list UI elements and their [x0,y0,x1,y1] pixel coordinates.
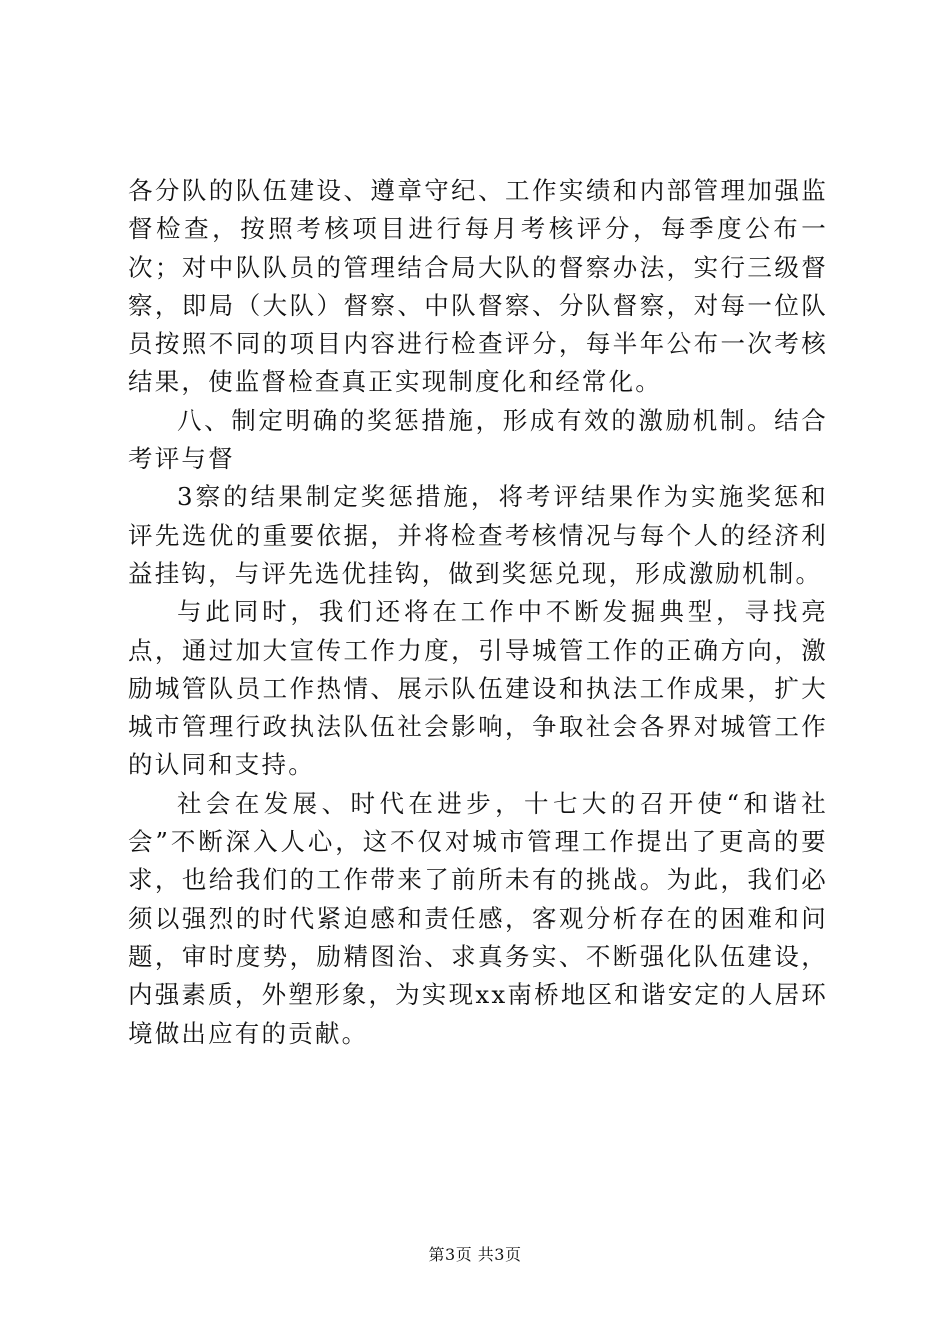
document-body [128,172,828,1053]
page-number-footer: 第3页 共3页 [428,1245,522,1264]
paragraph-rewards-measures: 3察的结果制定奖惩措施，将考评结果作为实施奖惩和评先选优的重要依据，并将检查考核情况与每个人的经济利益挂钩，与评先选优挂钩，做到奖惩兑现，形成激励机制。 [128,482,828,588]
paragraph-section-eight-heading: 八、制定明确的奖惩措施，形成有效的激励机制。结合考评与督 [128,405,828,474]
paragraph-supervision-continued: 各分队的队伍建设、遵章守纪、工作实绩和内部管理加强监督检查，按照考核项目进行每月考核评分，每季度公布一次；对中队队员的管理结合局大队的督察办法，实行三级督察，即局（大队）督察、中队督察、分队督察，对每一位队员按照不同的项目内容进行检查评分，每半年公布一次考核结果，使监督检查真正实现制度化和经常化。 [128,176,828,397]
paragraph-conclusion: 社会在发展、时代在进步，十七大的召开使“和谐社会”不断深入人心，这不仅对城市管理工作提出了更高的要求，也给我们的工作带来了前所未有的挑战。为此，我们必须以强烈的时代紧迫感和责任感，客观分析存在的困难和问题，审时度势，励精图治、求真务实、不断强化队伍建设，内强素质，外塑形象，为实现xx南桥地区和谐安定的人居环境做出应有的贡献。 [128,788,828,1048]
paragraph-publicity: 与此同时，我们还将在工作中不断发掘典型，寻找亮点，通过加大宣传工作力度，引导城管工作的正确方向，激励城管队员工作热情、展示队伍建设和执法工作成果，扩大城市管理行政执法队伍社会影响，争取社会各界对城管工作的认同和支持。 [128,597,828,780]
